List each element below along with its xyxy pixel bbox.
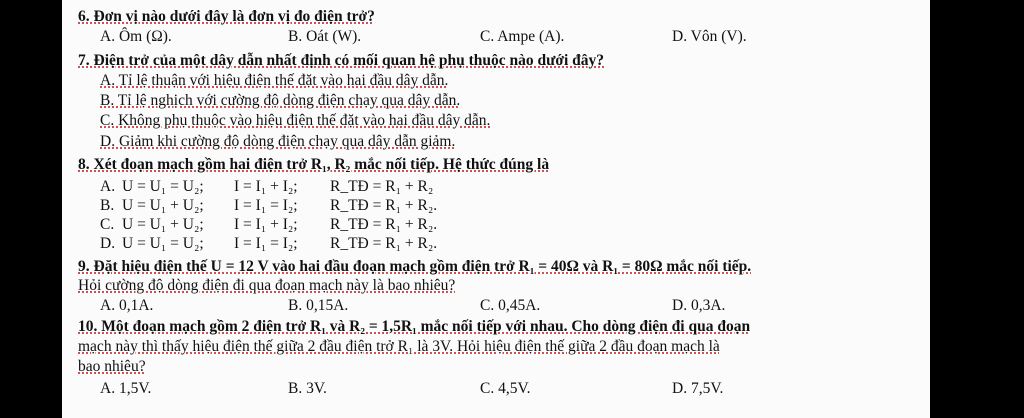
q10-option-a: A. 1,5V. [100,380,152,397]
q8-option-a-current: I = I₁ + I₂; [234,178,298,195]
q7-option-d: D. Giảm khi cường độ dòng điện chạy qua dây dẫn giảm. [100,133,456,150]
q7-option-b: B. Tỉ lệ nghịch với cường độ dòng điện chạy qua dây dẫn. [100,92,461,109]
q8-option-b-voltage: U = U₁ + U₂; [122,197,204,214]
q9-stem-line1: 9. Đặt hiệu điện thế U = 12 V vào hai đầu đoạn mạch gồm điện trở R₁ = 40Ω và R₁ = 80Ω mắc nối tiếp. [78,258,752,275]
q6-option-a: A. Ôm (Ω). [100,28,172,45]
q9-stem-line2: Hỏi cường độ dòng điện đi qua đoạn mạch này là bao nhiêu? [78,277,456,294]
q8-option-b-label: B. [100,197,115,214]
q7-option-a: A. Tỉ lệ thuận với hiệu điện thế đặt vào hai đầu dây dẫn. [100,72,449,89]
q8-option-d-current: I = I₁ = I₂; [234,235,298,252]
q6-option-b: B. Oát (W). [288,28,362,45]
q9-option-a: A. 0,1A. [100,297,154,314]
document-page [62,0,930,418]
q9-option-b: B. 0,15A. [288,297,349,314]
q8-option-d-resistance: R_TĐ = R₁ + R₂. [330,235,438,252]
q9-option-d: D. 0,3A. [672,297,726,314]
q10-stem-line2: mạch này thì thấy hiệu điện thế giữa 2 đầu điện trở R₁ là 3V. Hỏi hiệu điện thế giữa 2 đầu đoạn mạch là [78,338,720,355]
q10-option-d: D. 7,5V. [672,380,724,397]
q8-option-c-label: C. [100,216,115,233]
q10-option-b: B. 3V. [288,380,327,397]
q8-stem: 8. Xét đoạn mạch gồm hai điện trở R₁, R₂ mắc nối tiếp. Hệ thức đúng là [78,156,550,173]
q8-option-b-current: I = I₁ = I₂; [234,197,298,214]
q8-option-c-resistance: R_TĐ = R₁ + R₂. [330,216,438,233]
q8-option-c-voltage: U = U₁ + U₂; [122,216,204,233]
q8-option-d-label: D. [100,235,116,252]
q8-option-d-voltage: U = U₁ = U₂; [122,235,204,252]
q10-stem-line3: bao nhiêu? [78,358,146,375]
left-black-bar [0,0,62,418]
q6-option-c: C. Ampe (A). [480,28,565,45]
q8-option-a-resistance: R_TĐ = R₁ + R₂ [330,178,434,195]
q6-option-d: D. Vôn (V). [672,28,747,45]
q9-option-c: C. 0,45A. [480,297,541,314]
q6-stem: 6. Đơn vị nào dưới đây là đơn vị đo điện trở? [78,8,375,25]
q8-option-c-current: I = I₁ + I₂; [234,216,298,233]
q8-option-a-label: A. [100,178,116,195]
q7-stem: 7. Điện trở của một dây dẫn nhất định có mối quan hệ phụ thuộc nào dưới đây? [78,52,605,69]
q8-option-b-resistance: R_TĐ = R₁ + R₂. [330,197,438,214]
q10-option-c: C. 4,5V. [480,380,531,397]
q8-option-a-voltage: U = U₁ = U₂; [122,178,204,195]
right-black-bar [930,0,1024,418]
q10-stem-line1: 10. Một đoạn mạch gồm 2 điện trở R₁ và R₂ = 1,5R₁ mắc nối tiếp với nhau. Cho dòng điện đi qua đoạn [78,318,751,335]
q7-option-c: C. Không phụ thuộc vào hiệu điện thế đặt vào hai đầu dây dẫn. [100,112,491,129]
